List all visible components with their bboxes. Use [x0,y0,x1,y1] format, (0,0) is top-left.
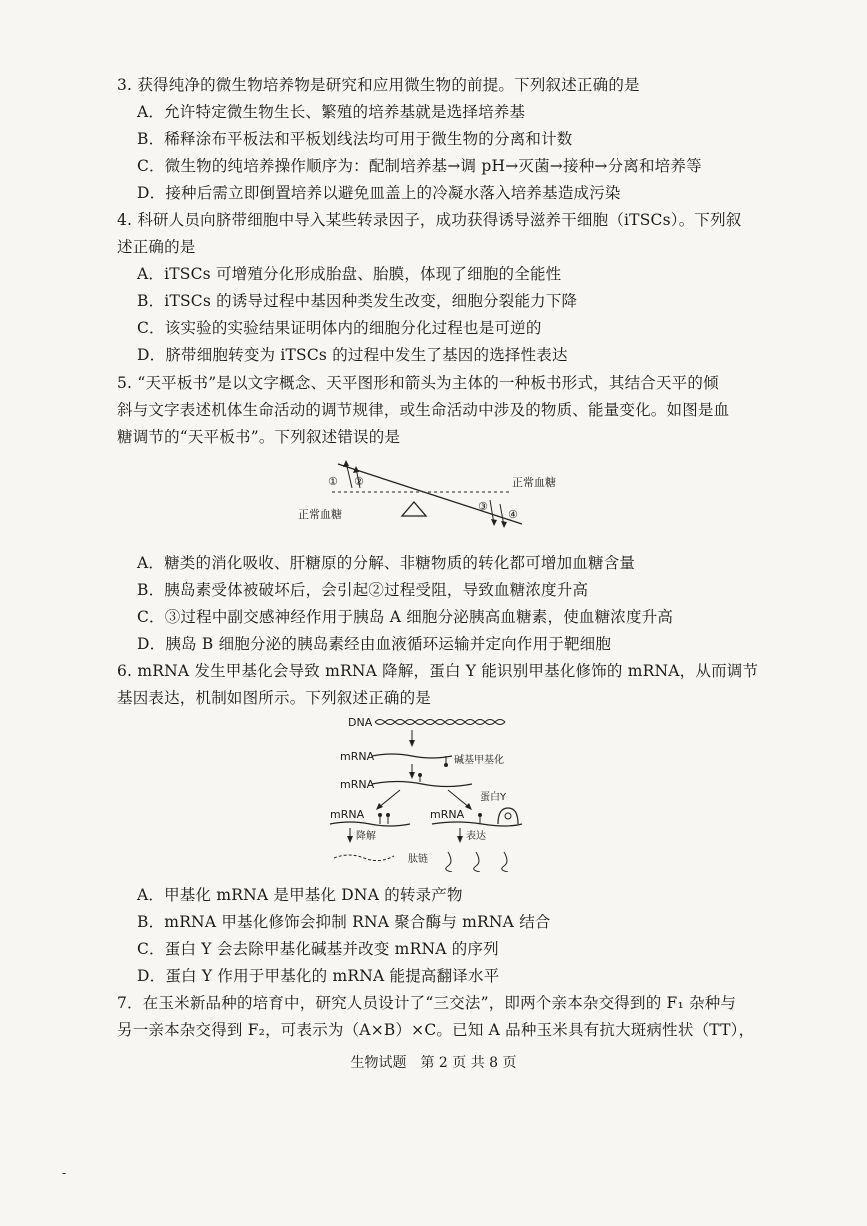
q6-stem-line-2: 基因表达，机制如图所示。下列叙述正确的是 [117,689,432,707]
label-dna: DNA [348,716,373,729]
q3-option-b: B．稀释涂布平板法和平板划线法均可用于微生物的分离和计数 [137,130,573,148]
q3-option-a: A．允许特定微生物生长、繁殖的培养基就是选择培养基 [137,103,526,121]
mark-3: ③ [478,500,488,513]
q7-stem-line-2: 另一亲本杂交得到 F₂，可表示为（A×B）×C。已知 A 品种玉米具有抗大斑病性状（TT）， [117,1021,755,1039]
label-mrna-1: mRNA [340,750,375,763]
q5-option-b: B．胰岛素受体被破坏后，会引起②过程受阻，导致血糖浓度升高 [137,581,589,599]
label-peptide: 肽链 [408,854,428,865]
q6-option-b: B．mRNA 甲基化修饰会抑制 RNA 聚合酶与 mRNA 结合 [137,913,551,931]
label-mrna-4: mRNA [430,808,465,821]
q5-stem-line-3: 糖调节的“天平板书”。下列叙述错误的是 [117,428,401,446]
q4-option-d: D．脐带细胞转变为 iTSCs 的过程中发生了基因的选择性表达 [137,346,568,364]
corner-mark: - [62,1166,67,1180]
label-normal-glucose-right: 正常血糖 [512,476,556,489]
page-footer: 生物试题 第 2 页 共 8 页 [350,1055,517,1071]
label-express: 表达 [466,831,486,842]
label-degrade: 降解 [356,831,376,842]
q5-option-a: A．糖类的消化吸收、肝糖原的分解、非糖物质的转化都可增加血糖含量 [137,554,636,572]
label-mrna-3: mRNA [330,808,365,821]
q5-stem-line-1: 5. “天平板书”是以文字概念、天平图形和箭头为主体的一种板书形式，其结合天平的倾 [117,374,719,392]
q4-option-a: A．iTSCs 可增殖分化形成胎盘、胎膜，体现了细胞的全能性 [137,265,562,283]
q6-option-d: D．蛋白 Y 作用于甲基化的 mRNA 能提高翻译水平 [137,967,500,985]
mark-2: ② [354,475,364,488]
q7-stem-line-1: 7．在玉米新品种的培育中，研究人员设计了“三交法”，即两个亲本杂交得到的 F₁ 杂种与 [117,994,737,1012]
q4-stem-line-2: 述正确的是 [117,238,196,256]
q4-stem-line-1: 4. 科研人员向脐带细胞中导入某些转录因子，成功获得诱导滋养干细胞（iTSCs）。下列叙 [117,211,742,229]
balance-diagram [290,452,570,532]
mrna-methylation-diagram [320,712,540,872]
q5-stem-line-2: 斜与文字表述机体生命活动的调节规律，或生命活动中涉及的物质、能量变化。如图是血 [117,401,730,419]
mark-1: ① [328,475,338,488]
q5-option-d: D．胰岛 B 细胞分泌的胰岛素经由血液循环运输并定向作用于靶细胞 [137,635,612,653]
label-mrna-2: mRNA [340,778,375,791]
label-protein-y: 蛋白Y [480,792,507,803]
q6-option-c: C．蛋白 Y 会去除甲基化碱基并改变 mRNA 的序列 [137,940,499,958]
mark-4: ④ [508,508,518,521]
q4-option-c: C．该实验的实验结果证明体内的细胞分化过程也是可逆的 [137,319,542,337]
q3-stem-line-1: 3. 获得纯净的微生物培养物是研究和应用微生物的前提。下列叙述正确的是 [117,76,640,94]
q6-stem-line-1: 6. mRNA 发生甲基化会导致 mRNA 降解，蛋白 Y 能识别甲基化修饰的 mRNA，从而调节 [117,662,759,680]
q3-option-c: C．微生物的纯培养操作顺序为：配制培养基→调 pH→灭菌→接种→分离和培养等 [137,157,702,175]
q3-option-d: D．接种后需立即倒置培养以避免皿盖上的冷凝水落入培养基造成污染 [137,184,621,202]
q4-option-b: B．iTSCs 的诱导过程中基因种类发生改变，细胞分裂能力下降 [137,292,578,310]
label-base-methylation: 碱基甲基化 [454,755,504,766]
q5-option-c: C．③过程中副交感神经作用于胰岛 A 细胞分泌胰高血糖素，使血糖浓度升高 [137,608,674,626]
q6-option-a: A．甲基化 mRNA 是甲基化 DNA 的转录产物 [137,886,463,904]
label-normal-glucose-left: 正常血糖 [298,508,342,521]
